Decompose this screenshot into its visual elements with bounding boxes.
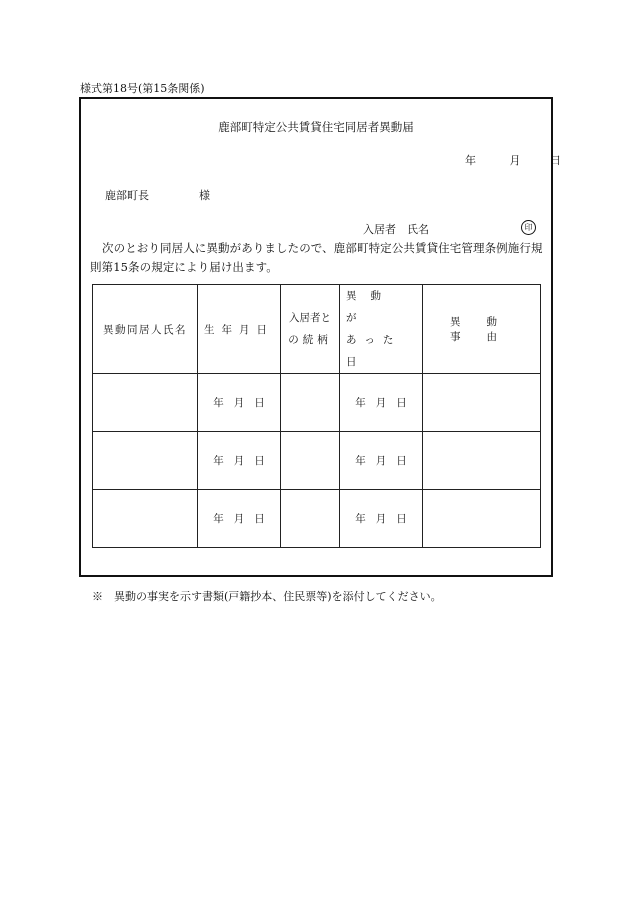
cell-member-name[interactable] — [93, 432, 198, 490]
header-member-name: 異動同居人氏名 — [93, 285, 198, 374]
header-relationship: 入居者と の続柄 — [281, 285, 340, 374]
submission-date — [449, 152, 561, 168]
cell-member-name[interactable] — [93, 490, 198, 548]
cell-relationship[interactable] — [281, 490, 340, 548]
header-change-date: 異動が あった日 — [340, 285, 423, 374]
cell-birthdate[interactable]: 年 月 日 — [198, 432, 281, 490]
table-row — [93, 490, 541, 548]
form-number: 様式第18号(第15条関係) — [80, 82, 205, 95]
addressee-name: 鹿部町長 — [105, 189, 149, 202]
table-header-row — [93, 285, 541, 374]
cell-change-date[interactable]: 年 月 日 — [340, 432, 423, 490]
body-text: 次のとおり同居人に異動がありましたので、鹿部町特定公共賃貸住宅管理条例施行規則第15条の規定により届け出ます。 — [90, 241, 543, 274]
header-birthdate: 生年月日 — [198, 285, 281, 374]
date-year: 年 — [465, 154, 476, 167]
footnote: ※ 異動の事実を示す書類(戸籍抄本、住民票等)を添付してください。 — [92, 590, 442, 603]
cell-change-reason[interactable] — [423, 490, 541, 548]
seal-mark: 印 — [521, 220, 536, 235]
form-frame — [79, 97, 561, 577]
applicant-label: 入居者 — [363, 223, 396, 236]
cell-change-date[interactable]: 年 月 日 — [340, 490, 423, 548]
cell-member-name[interactable] — [93, 374, 198, 432]
cell-relationship[interactable] — [281, 432, 340, 490]
change-table — [92, 284, 541, 548]
cell-change-reason[interactable] — [423, 432, 541, 490]
cell-birthdate[interactable]: 年 月 日 — [198, 374, 281, 432]
cell-birthdate[interactable]: 年 月 日 — [198, 490, 281, 548]
form-title: 鹿部町特定公共賃貸住宅同居者異動届 — [218, 120, 414, 134]
applicant-name-label: 氏名 — [407, 223, 429, 236]
table-row — [93, 432, 541, 490]
header-change-reason: 異動事由 — [423, 285, 541, 374]
cell-relationship[interactable] — [281, 374, 340, 432]
date-month: 月 — [509, 154, 521, 167]
addressee-honorific: 様 — [199, 189, 210, 202]
cell-change-date[interactable]: 年 月 日 — [340, 374, 423, 432]
date-day: 日 — [550, 154, 561, 167]
cell-change-reason[interactable] — [423, 374, 541, 432]
table-row — [93, 374, 541, 432]
